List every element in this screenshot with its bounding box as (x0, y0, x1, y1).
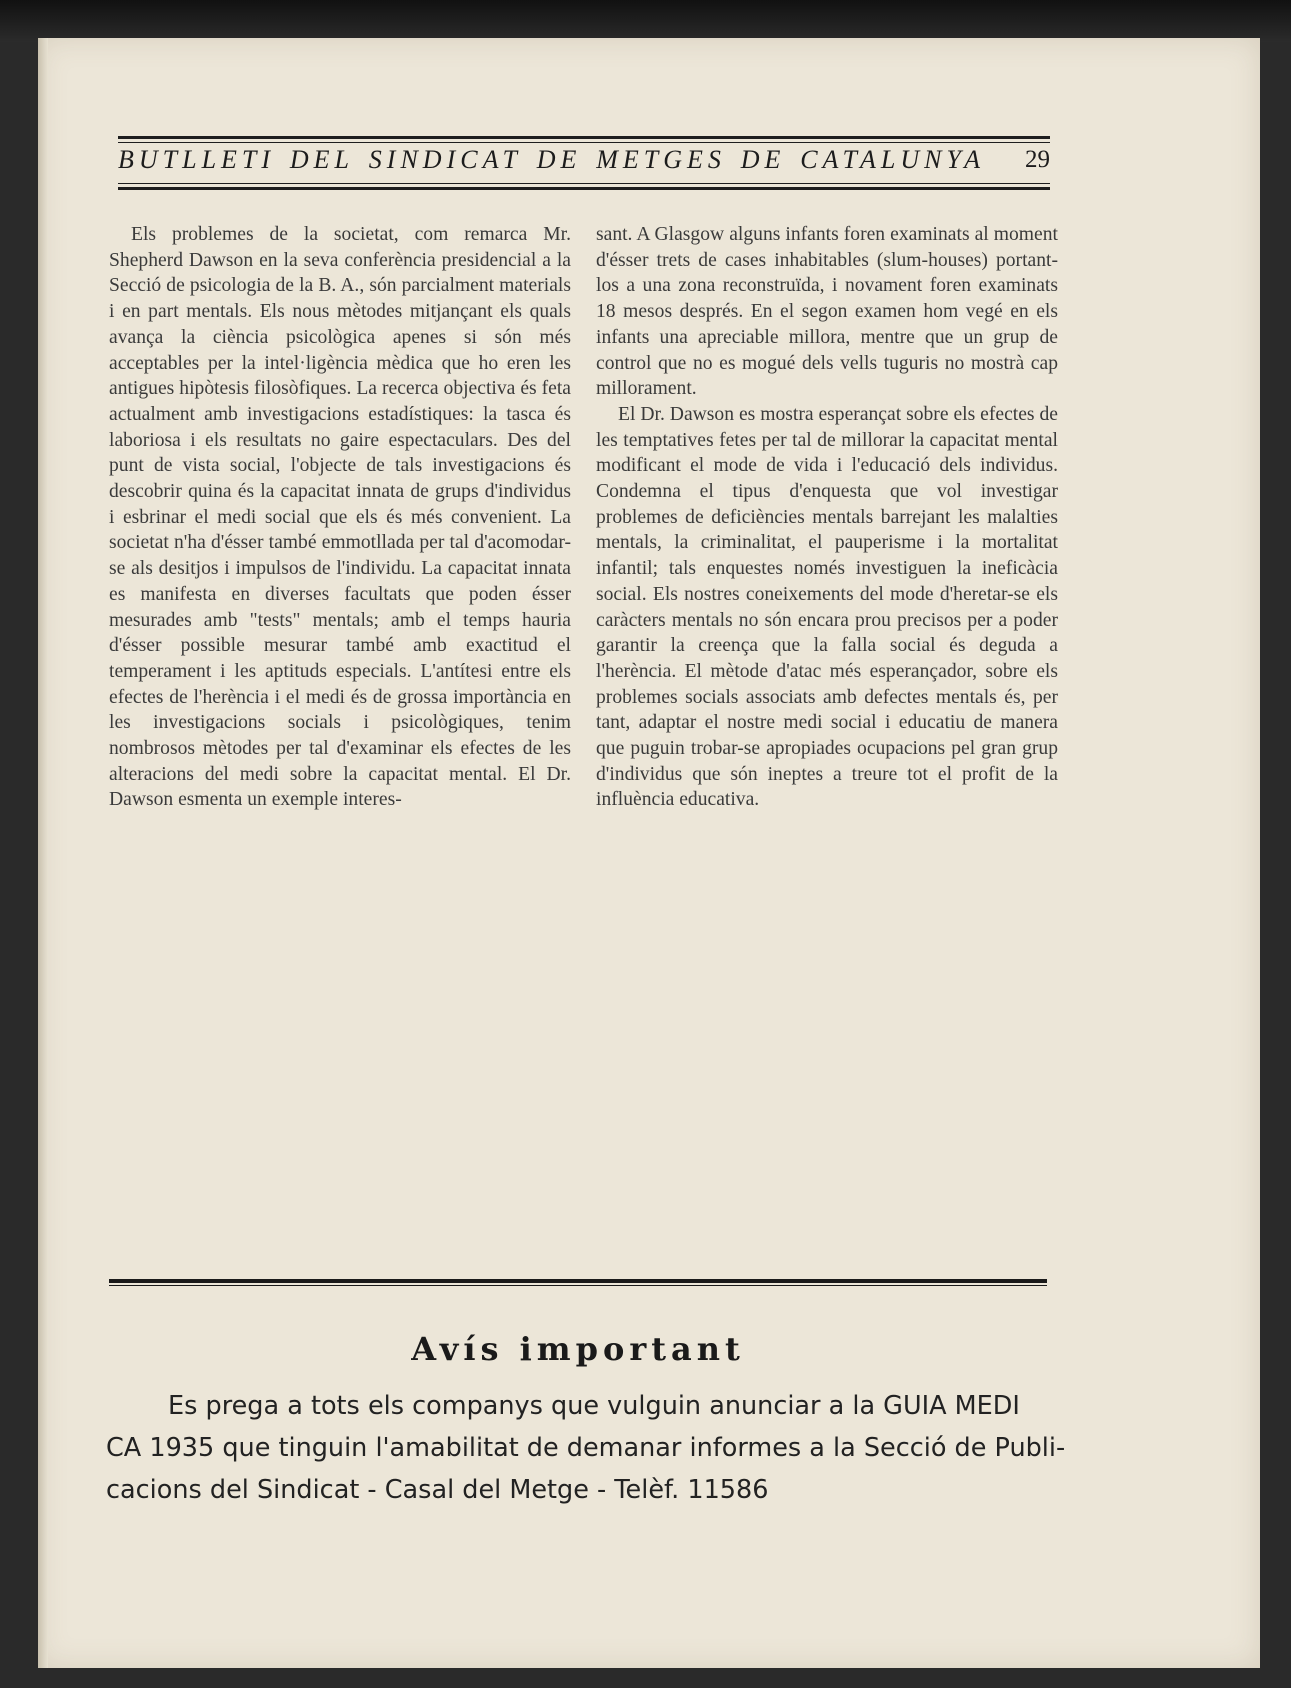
notice-rule-thick (109, 1279, 1047, 1283)
notice-body (106, 1385, 1066, 1511)
notice-title: Avís important (411, 1330, 745, 1368)
notice-line: CA 1935 que tinguin l'amabilitat de demanar informes a la Secció de Publi- (106, 1433, 1066, 1463)
running-title-word: DEL (289, 145, 354, 174)
running-header (118, 143, 1050, 177)
notice-rule-thin (109, 1285, 1047, 1286)
header-rule-bottom-thick (118, 187, 1050, 190)
article-column-left (109, 222, 571, 813)
running-title (118, 145, 985, 175)
article-column-right (596, 222, 1058, 813)
running-title-word: DE (536, 145, 582, 174)
page-number: 29 (1025, 146, 1050, 173)
article-paragraph: Els problemes de la societat, com remarca Mr. Shepherd Dawson en la seva conferència presidencial a la Secció de psicologia de la B. A., són parcialment materials i en part mentals. Els nous mètodes mitjançant els quals avança la ciència psicològica apenes si són més acceptables per la intel·ligència mèdica que ho eren les antigues hipòtesis filosòfiques. La recerca objectiva és feta actualment amb investigacions estadístiques: la tasca és laboriosa i els resultats no gaire espectaculars. Des del punt de vista social, l'objecte de tals investigacions és descobrir quina és la capacitat innata de grups d'individus i esbrinar el medi social que els és més convenient. La societat n'ha d'ésser també emmotllada per tal d'acomodar-se als desitjos i impulsos de l'individu. La capacitat innata es manifesta en diverses facultats que poden ésser mesurades amb "tests" mentals; amb el temps hauria d'ésser possible mesurar també amb exactitud el temperament i les aptituds especials. L'antítesi entre els efectes de l'herència i el medi és de grossa importància en les investigacions socials i psicològiques, tenim nombrosos mètodes per tal d'examinar els efectes de les alteracions del medi sobre la capacitat mental. El Dr. Dawson esmenta un exemple interes- (109, 224, 571, 811)
header-rule-top-thick (118, 136, 1050, 139)
running-title-word: CATALUNYA (800, 145, 985, 174)
scan-background (0, 0, 1291, 42)
running-title-word: DE (740, 145, 786, 174)
notice-line: cacions del Sindicat - Casal del Metge - Telèf. 11586 (106, 1475, 769, 1505)
page-spine-shadow (38, 38, 48, 1668)
running-title-word: METGES (596, 145, 726, 174)
article-paragraph: sant. A Glasgow alguns infants foren examinats al moment d'ésser trets de cases inhabitables (slum-houses) portant-los a una zona reconstruïda, i novament foren examinats 18 mesos després. En el segon examen hom vegé en els infants una apreciable millora, mentre que un grup de control que no es mogué dels vells tuguris no mostrà cap millorament. (596, 224, 1058, 400)
running-title-word: SINDICAT (368, 145, 522, 174)
notice-line: Es prega a tots els companys que vulguin anunciar a la GUIA MEDI (168, 1391, 1020, 1421)
article-paragraph: El Dr. Dawson es mostra esperançat sobre els efectes de les temptatives fetes per tal de millorar la capacitat mental modificant el mode de vida i l'educació dels individus. Condemna el tipus d'enquesta que vol investigar problemes de deficiències mentals barrejant les malalties mentals, la criminalitat, el pauperisme i la mortalitat infantil; tals enquestes només investiguen la ineficàcia social. Els nostres coneixements del mode d'heretar-se els caràcters mentals no són encara prou precisos per a poder garantir la creença que la falla social és deguda a l'herència. El mètode d'atac més esperançador, sobre els problemes socials associats amb defectes mentals és, per tant, adaptar el nostre medi social i educatiu de manera que puguin trobar-se apropiades ocupacions pel gran grup d'individus que són ineptes a treure tot el profit de la influència educativa. (596, 403, 1058, 811)
running-title-word: BUTLLETI (118, 145, 276, 174)
header-rule-bottom-thin (118, 183, 1050, 184)
